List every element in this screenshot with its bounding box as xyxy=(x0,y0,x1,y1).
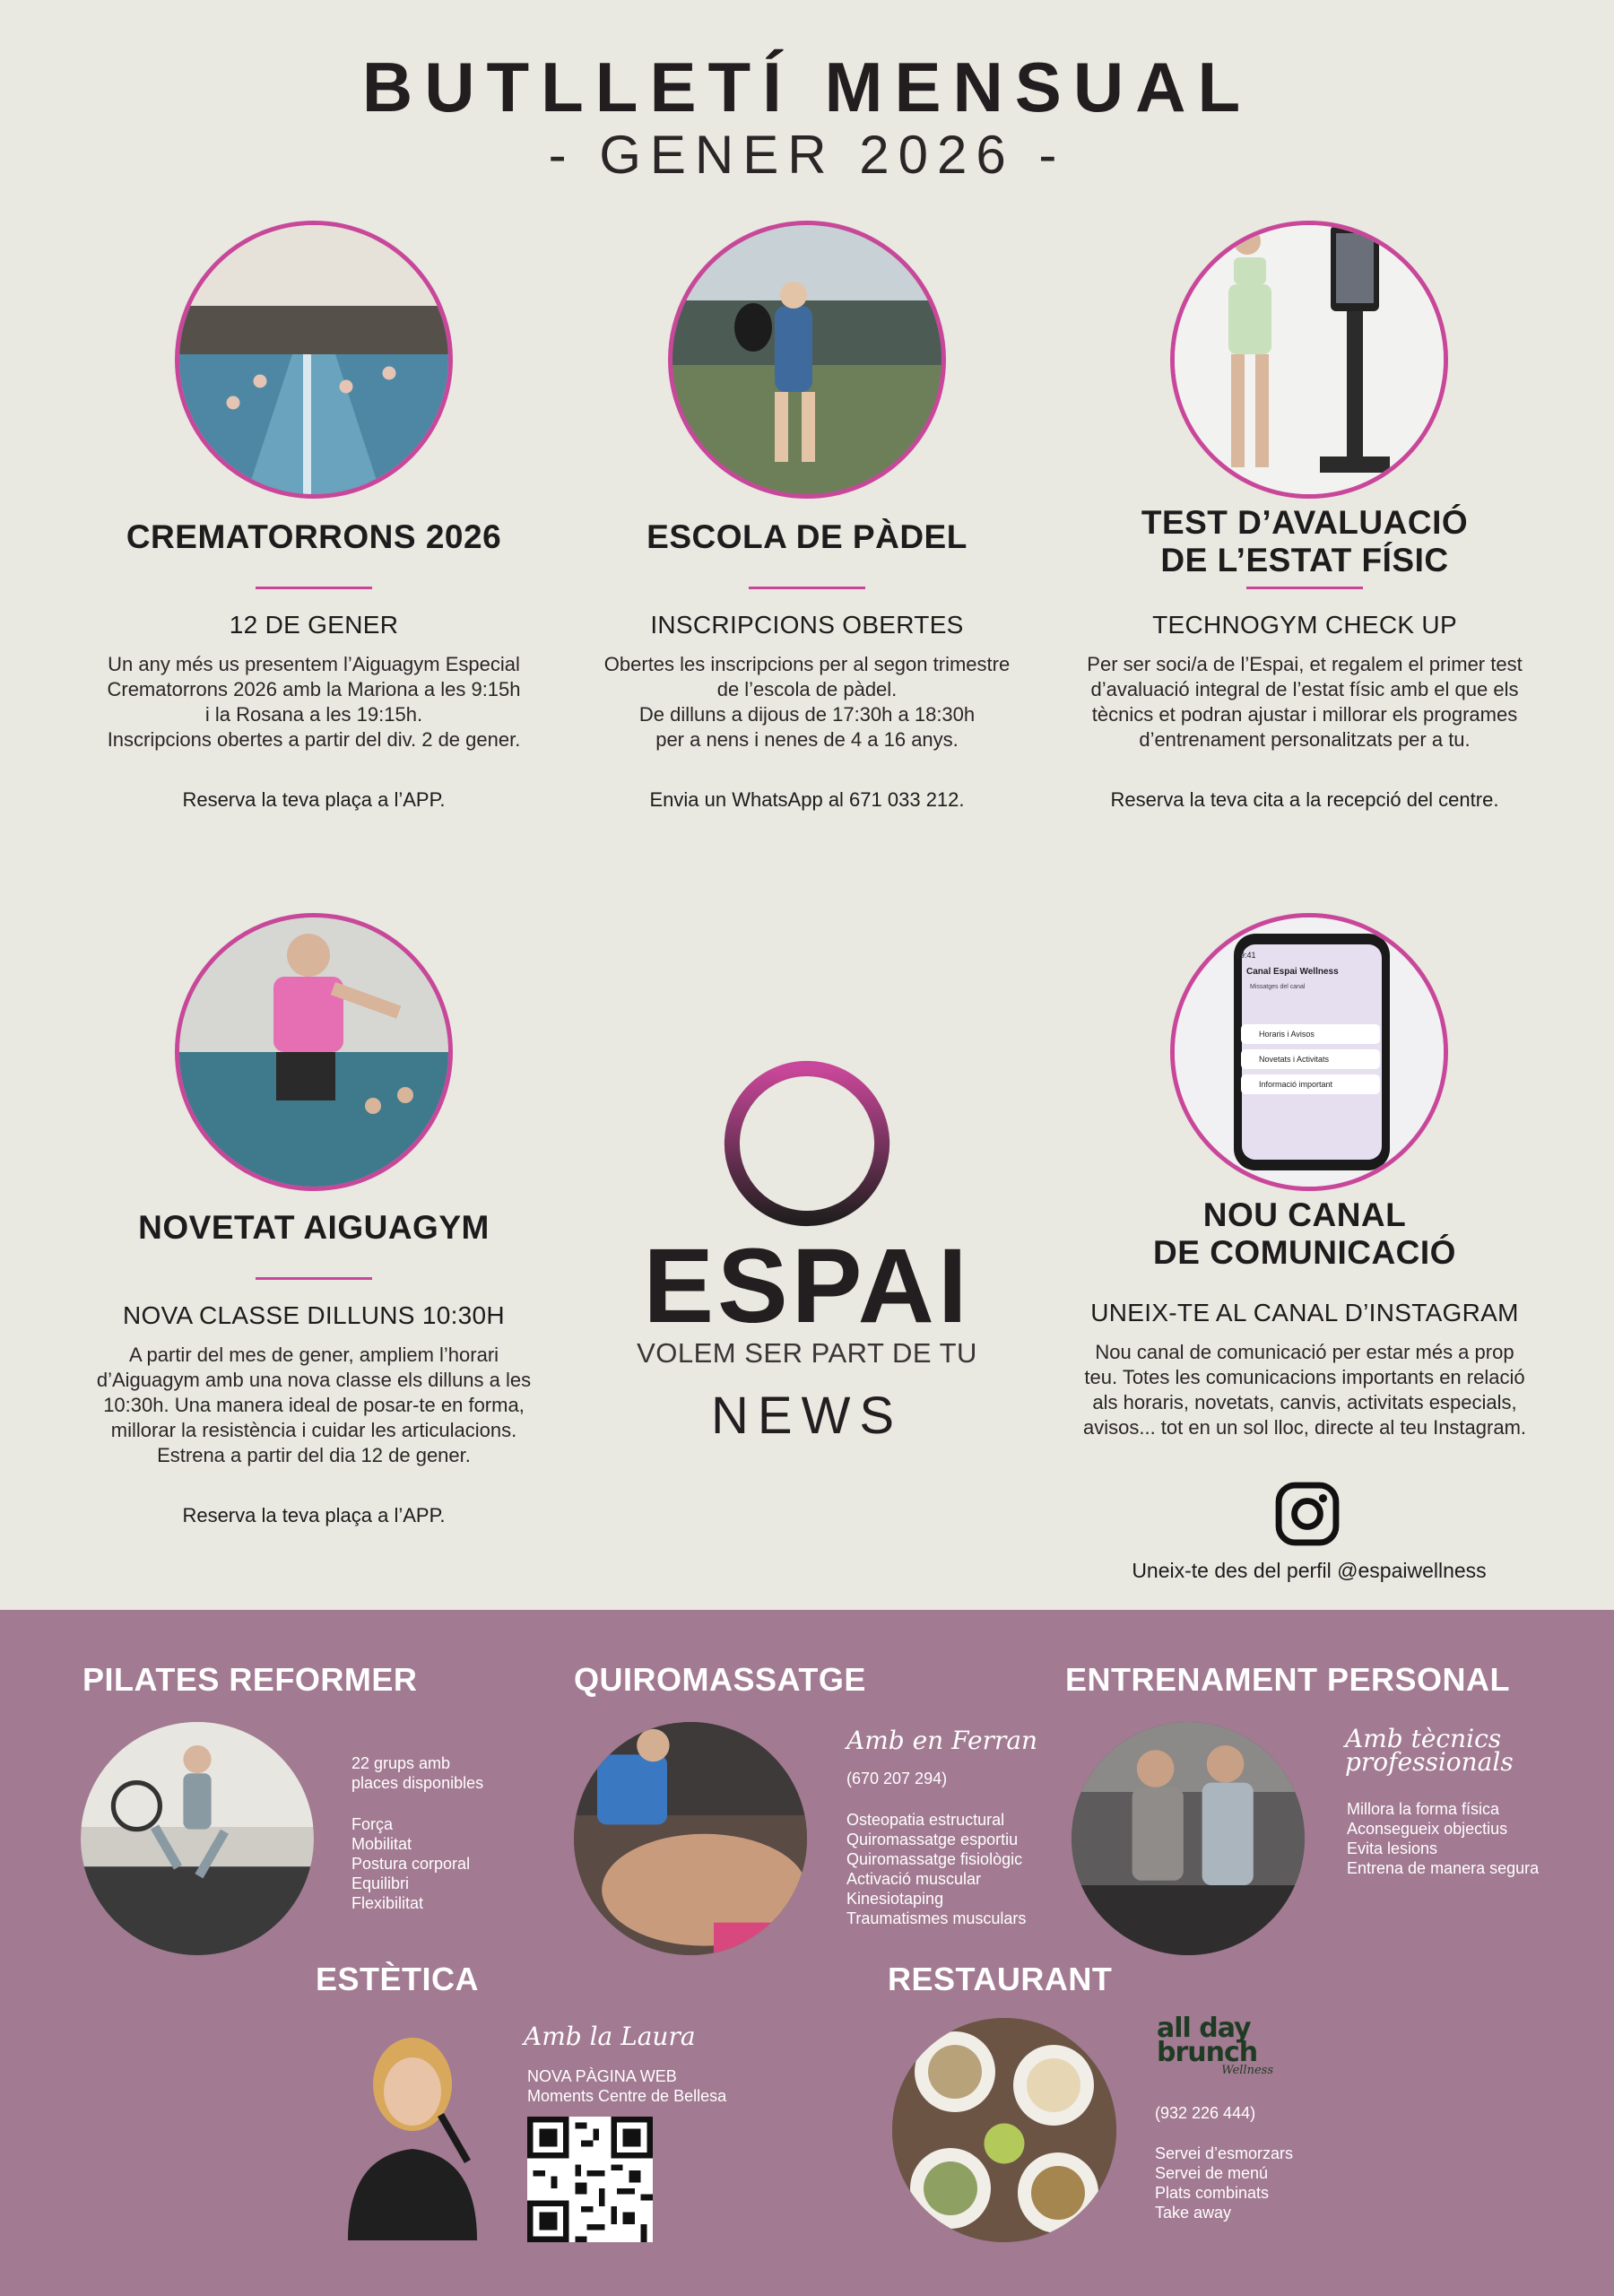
espai-logo xyxy=(628,1058,986,1453)
entrenament-benefits: Millora la forma física Aconsegueix objectius Evita lesions Entrena de manera segura xyxy=(1347,1800,1540,1877)
restaurant-phone: (932 226 444) xyxy=(1155,2104,1256,2122)
aiguagym-section xyxy=(63,1209,565,1527)
aiguagym-sub: NOVA CLASSE DILLUNS 10:30H xyxy=(123,1301,505,1329)
padel-sub: INSCRIPCIONS OBERTES xyxy=(650,611,964,639)
aiguagym-divider xyxy=(256,1277,372,1280)
aiguagym-photo xyxy=(175,913,453,1191)
phone-screen xyxy=(1236,951,1384,1157)
restaurant-services: Servei d’esmorzars Servei de menú Plats combinats Take away xyxy=(1155,2144,1294,2222)
instagram-handle[interactable]: Uneix-te des del perfil @espaiwellness xyxy=(1132,1559,1487,1582)
phone-item-novetats: Novetats i Activitats xyxy=(1241,1049,1380,1069)
canal-title-line1: NOU CANAL xyxy=(1202,1196,1407,1233)
newsletter-title: BUTLLETÍ MENSUAL xyxy=(361,48,1253,126)
padel-section xyxy=(556,518,1058,812)
logo-news: NEWS xyxy=(711,1387,903,1445)
aiguagym-body: A partir del mes de gener, ampliem l’horari d’Aiguagym amb una nova classe els dilluns a les 10:30h. Una manera ideal de posar-te en forma, millorar la resistència i cuidar les articulacions. Estrena a partir del dia 12 de gener. xyxy=(96,1344,532,1466)
crematorrons-section xyxy=(63,518,565,812)
test-body: Per ser soci/a de l’Espai, et regalem el primer test d’avaluació integral de l’estat físic amb el que els tècnics et podran ajustar i millorar els programes d’entrenament personalitzats per a tu. xyxy=(1087,653,1523,751)
estetica-name: Moments Centre de Bellesa xyxy=(527,2087,727,2105)
canal-body: Nou canal de comunicació per estar més a prop teu. Totes les comunicacions importants en relació als horaris, novetats, canvis, activitats especials, avisos... tot en un sol lloc, directe al teu Instagram. xyxy=(1082,1341,1527,1439)
test-section xyxy=(1049,504,1560,812)
canal-title-line2: DE COMUNICACIÓ xyxy=(1153,1234,1456,1271)
quiro-therapist: Amb en Ferran xyxy=(846,1726,1038,1755)
estetica-photo xyxy=(323,2016,502,2240)
phone-item-horaris: Horaris i Avisos xyxy=(1241,1024,1380,1044)
quiro-phone: (670 207 294) xyxy=(846,1770,948,1787)
padel-cta: Envia un WhatsApp al 671 033 212. xyxy=(649,788,965,811)
canal-section xyxy=(1049,1196,1560,1440)
test-cta: Reserva la teva cita a la recepció del centre. xyxy=(1110,788,1499,811)
crematorrons-body: Un any més us presentem l’Aiguagym Especial Crematorrons 2026 amb la Mariona a les 9:15h i la Rosana a les 19:15h. Inscripcions obertes a partir del div. 2 de gener. xyxy=(107,653,521,751)
phone-item-informacio: Informació important xyxy=(1241,1074,1380,1094)
aiguagym-title: NOVETAT AIGUAGYM xyxy=(138,1209,490,1246)
test-title-line2: DE L’ESTAT FÍSIC xyxy=(1160,542,1449,578)
estetica-specialist: Amb la Laura xyxy=(524,2022,696,2051)
pilates-title: PILATES REFORMER xyxy=(82,1661,418,1698)
crematorrons-title: CREMATORRONS 2026 xyxy=(126,518,502,555)
test-divider xyxy=(1246,587,1363,589)
pilates-benefits: Força Mobilitat Postura corporal Equilibri Flexibilitat xyxy=(351,1815,471,1912)
phone-time: 19:41 xyxy=(1236,951,1256,960)
quiro-photo xyxy=(574,1722,807,1955)
services-band xyxy=(0,1610,1614,2296)
padel-divider xyxy=(749,587,865,589)
instagram-icon[interactable] xyxy=(1273,1480,1341,1548)
test-sub: TECHNOGYM CHECK UP xyxy=(1152,611,1457,639)
restaurant-title: RESTAURANT xyxy=(888,1961,1113,1997)
pilates-groups: 22 grups amb places disponibles xyxy=(351,1754,484,1792)
logo-ring-icon xyxy=(722,1058,892,1229)
pilates-photo xyxy=(81,1722,314,1955)
logo-wordmark: ESPAI xyxy=(643,1227,971,1345)
canal-sub: UNEIX-TE AL CANAL D’INSTAGRAM xyxy=(1090,1299,1519,1326)
padel-title: ESCOLA DE PÀDEL xyxy=(646,518,968,555)
padel-photo xyxy=(668,221,946,499)
estetica-web: NOVA PÀGINA WEB xyxy=(527,2067,677,2085)
phone-header: Canal Espai Wellness xyxy=(1246,967,1339,977)
newsletter-subtitle: - GENER 2026 - xyxy=(548,125,1066,185)
checkup-photo xyxy=(1170,221,1448,499)
aiguagym-cta: Reserva la teva plaça a l’APP. xyxy=(182,1504,446,1526)
allday-brunch-logo: all day brunch Wellness xyxy=(1157,2013,1273,2077)
entrenament-photo xyxy=(1072,1722,1305,1955)
entrenament-trainers: Amb tècnics professionals xyxy=(1345,1724,1514,1777)
pool-photo xyxy=(175,221,453,499)
logo-tagline: VOLEM SER PART DE TU xyxy=(637,1337,977,1369)
estetica-title: ESTÈTICA xyxy=(316,1961,480,1997)
entrenament-title: ENTRENAMENT PERSONAL xyxy=(1065,1661,1511,1698)
test-title-line1: TEST D’AVALUACIÓ xyxy=(1141,504,1469,541)
crematorrons-divider xyxy=(256,587,372,589)
restaurant-photo xyxy=(892,2018,1116,2242)
qr-code[interactable] xyxy=(527,2117,653,2242)
phone-subheader: Missatges del canal xyxy=(1250,984,1306,990)
quiro-services: Osteopatia estructural Quiromassatge esportiu Quiromassatge fisiològic Activació muscular Kinesiotaping Traumatismes musculars xyxy=(846,1811,1027,1927)
crematorrons-cta: Reserva la teva plaça a l’APP. xyxy=(182,788,446,811)
padel-body: Obertes les inscripcions per al segon trimestre de l’escola de pàdel. De dilluns a dijous de 17:30h a 18:30h per a nens i nenes de 4 a 16 anys. xyxy=(603,653,1011,751)
quiro-title: QUIROMASSATGE xyxy=(574,1661,866,1698)
crematorrons-date: 12 DE GENER xyxy=(229,611,399,639)
